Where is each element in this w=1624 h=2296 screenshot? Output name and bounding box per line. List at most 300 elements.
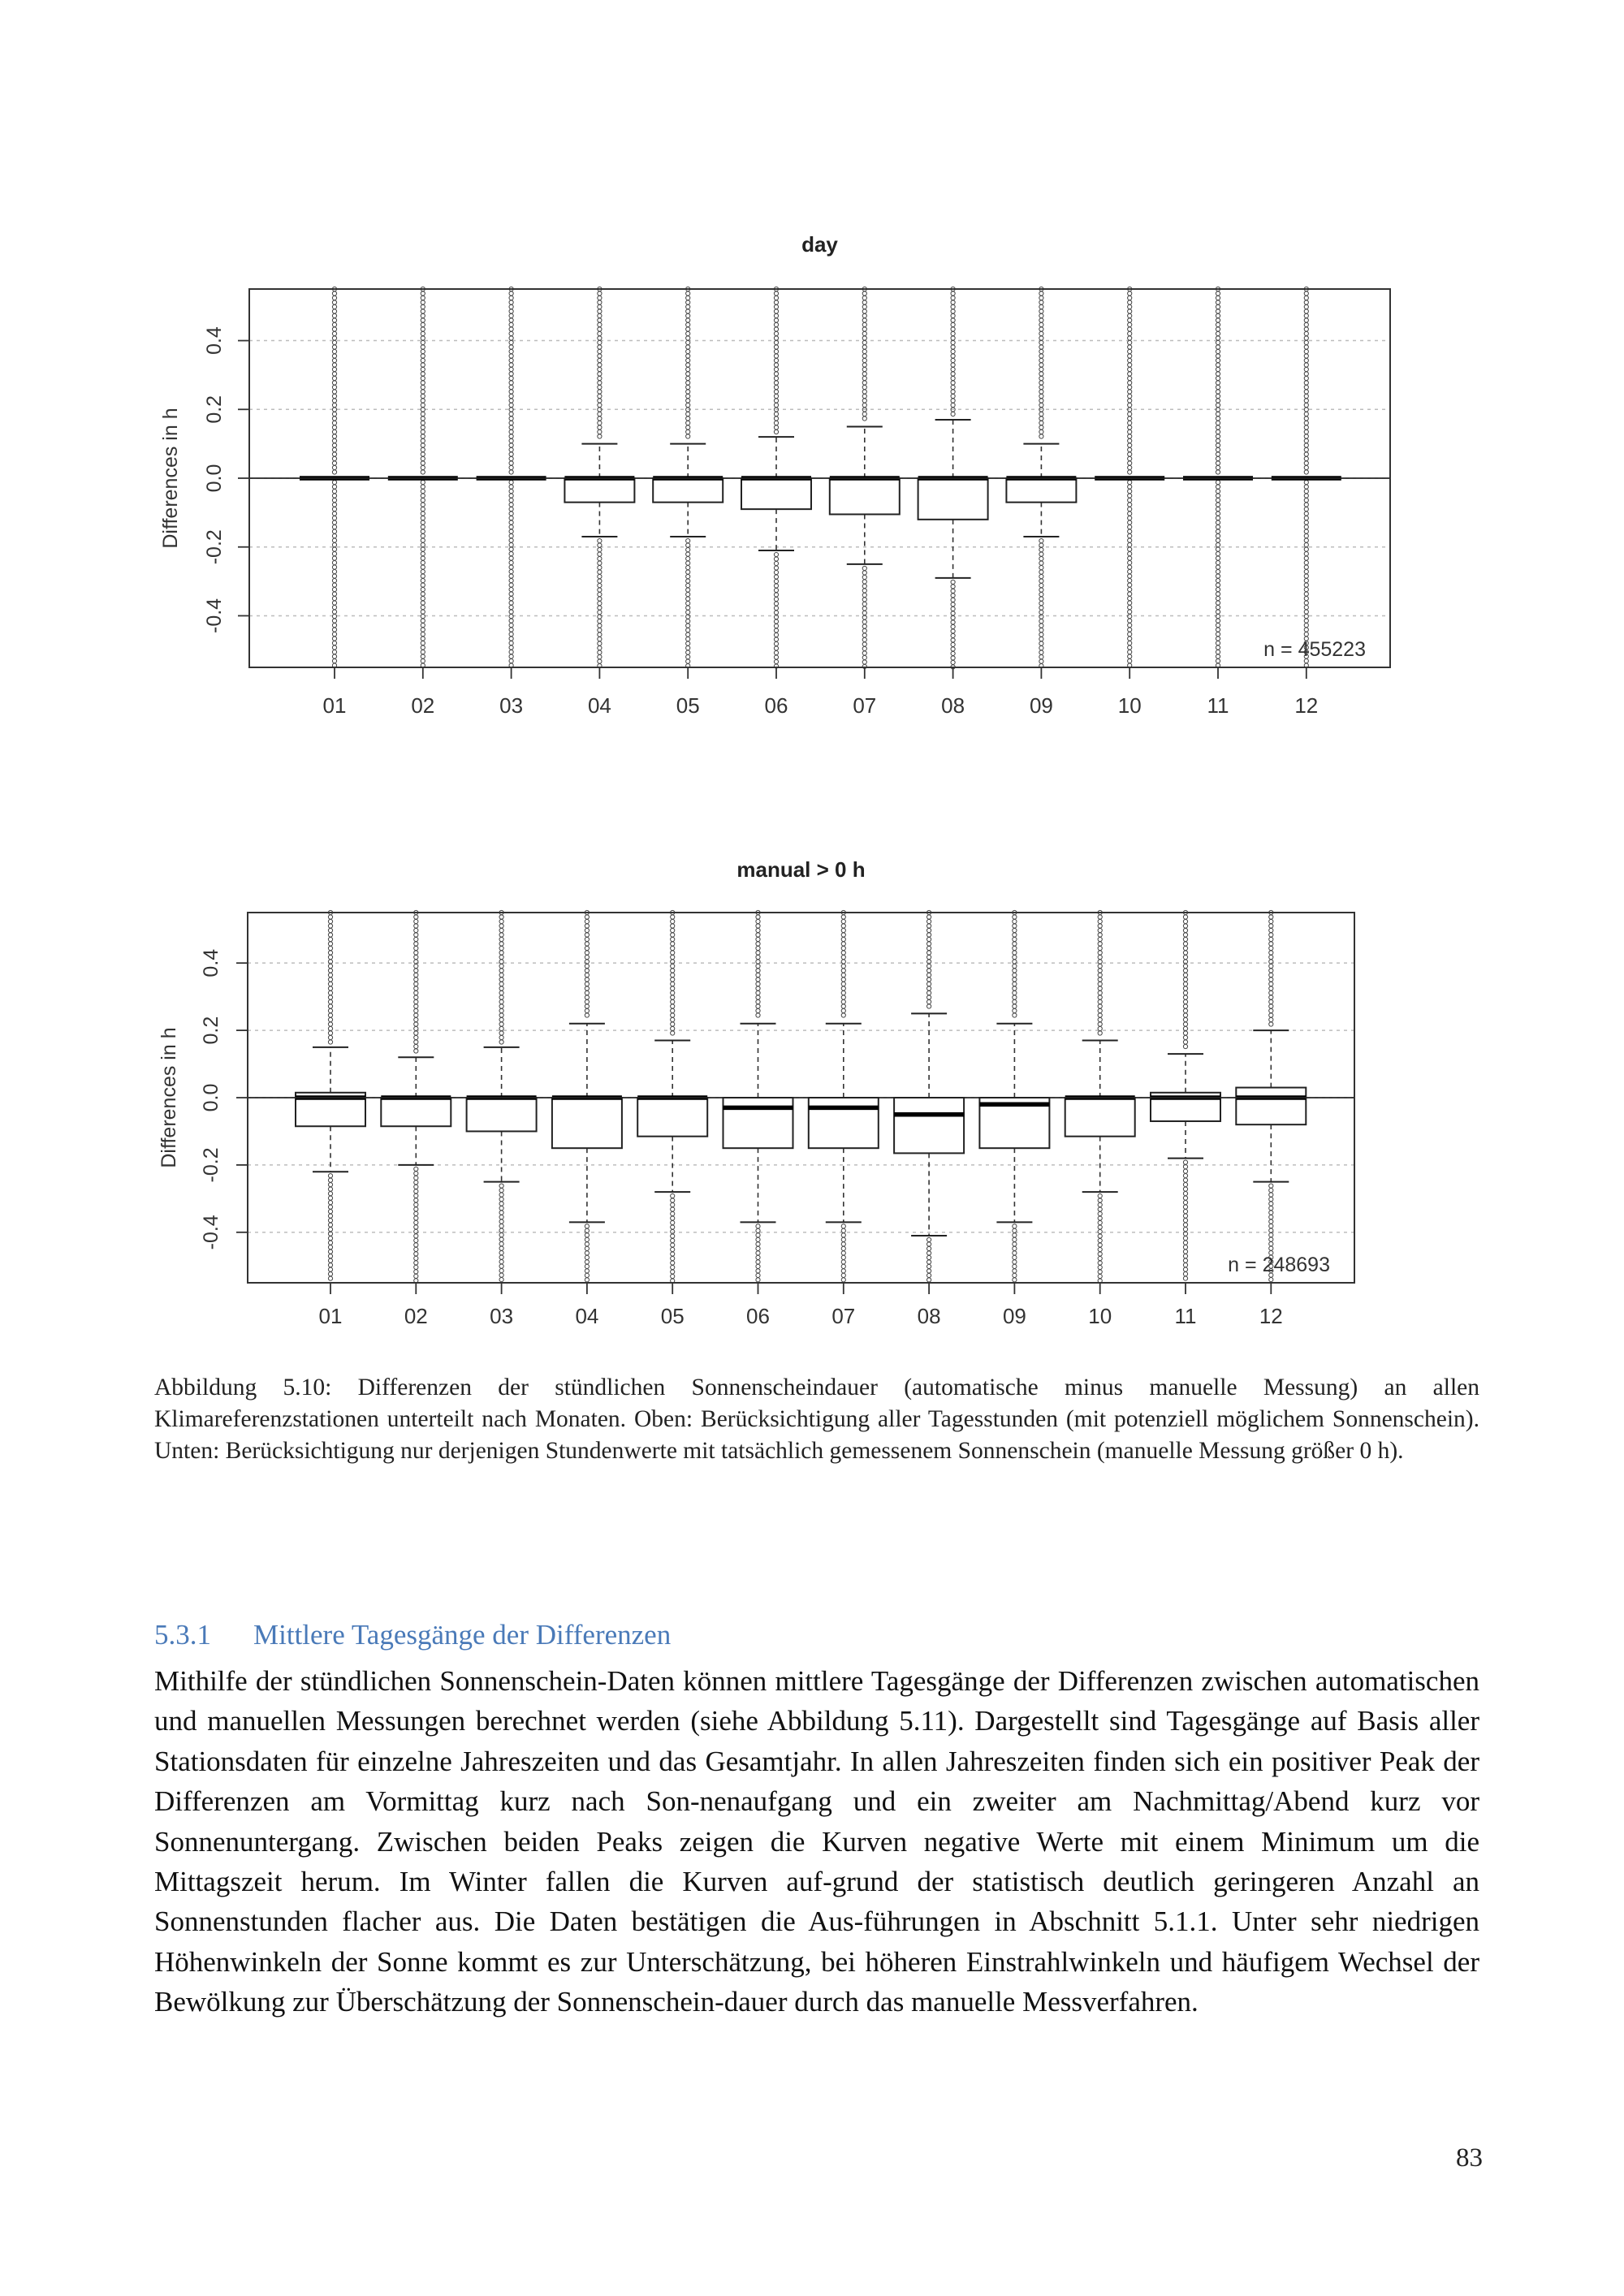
outlier-point [671,1247,675,1251]
outlier-point [841,937,845,941]
outlier-point [1304,592,1308,596]
outlier-point [414,946,418,950]
outlier-point [774,318,778,322]
outlier-point [1098,1243,1102,1247]
outlier-point [862,589,866,593]
outlier-point [774,425,778,429]
outlier-point [1183,1223,1187,1227]
outlier-point [414,955,418,959]
outlier-point [421,511,425,516]
outlier-point [332,578,336,582]
outlier-point [1098,1193,1102,1198]
outlier-point [1216,498,1220,502]
outlier-point [1183,986,1187,990]
outlier-point [332,596,336,600]
outlier-point [686,313,690,317]
outlier-point [499,973,503,977]
outlier-point [1039,291,1043,296]
outlier-point [774,416,778,421]
outlier-point [421,645,425,650]
outlier-point [1216,443,1220,447]
outlier-point [1216,304,1220,309]
outlier-point [421,520,425,524]
outlier-point [585,990,589,995]
outlier-point [686,566,690,570]
outlier-point [756,1224,760,1228]
outlier-point [686,624,690,628]
outlier-point [862,385,866,389]
outlier-point [671,1270,675,1274]
outlier-point [1304,403,1308,407]
outlier-point [1183,1182,1187,1186]
outlier-point [951,399,955,403]
outlier-point [1128,533,1132,537]
outlier-point [1183,1169,1187,1173]
outlier-point [1098,964,1102,968]
outlier-point [509,363,513,367]
outlier-point [421,354,425,358]
outlier-point [1216,358,1220,362]
outlier-point [686,579,690,583]
outlier-point [862,619,866,624]
outlier-point [421,313,425,317]
outlier-point [1304,498,1308,502]
outlier-point [862,575,866,579]
outlier-point [841,969,845,973]
outlier-point [686,399,690,403]
outlier-point [414,969,418,973]
outlier-point [509,331,513,335]
outlier-point [927,978,931,982]
outlier-point [1304,485,1308,489]
outlier-point [1269,1242,1273,1246]
outlier-point [421,425,425,429]
outlier-point [1039,561,1043,565]
outlier-point [1128,331,1132,335]
outlier-point [1128,372,1132,376]
x-tick-label: 06 [764,693,788,718]
outlier-point [332,485,336,489]
outlier-point [686,561,690,565]
outlier-point [1183,964,1187,968]
box [918,478,988,520]
outlier-point [686,304,690,309]
outlier-point [1269,1202,1273,1206]
outlier-point [421,465,425,469]
outlier-point [421,569,425,573]
outlier-point [585,982,589,986]
outlier-point [585,933,589,937]
outlier-point [1128,304,1132,309]
outlier-point [328,1174,332,1178]
outlier-point [585,969,589,973]
outlier-point [1269,1215,1273,1219]
outlier-point [421,372,425,376]
outlier-point [686,650,690,654]
outlier-point [332,587,336,591]
outlier-point [328,1228,332,1232]
outlier-point [1183,1004,1187,1008]
outlier-point [1216,565,1220,569]
outlier-point [862,336,866,340]
outlier-point [1013,1255,1017,1259]
outlier-point [686,345,690,349]
outlier-point [1183,1040,1187,1044]
outlier-point [414,1022,418,1026]
outlier-point [332,645,336,650]
outlier-point [862,376,866,380]
outlier-point [671,1216,675,1220]
outlier-point [951,358,955,362]
outlier-point [1269,982,1273,986]
outlier-point [1304,560,1308,564]
outlier-point [1098,946,1102,950]
outlier-point [421,560,425,564]
outlier-point [585,1004,589,1008]
outlier-point [585,951,589,955]
outlier-point [841,1269,845,1273]
outlier-point [1183,1022,1187,1026]
outlier-point [421,538,425,542]
outlier-point [1216,637,1220,641]
outlier-point [671,946,675,950]
outlier-point [1216,425,1220,429]
outlier-point [1013,999,1017,1003]
outlier-point [1128,645,1132,650]
outlier-point [1013,924,1017,928]
outlier-point [1128,349,1132,353]
outlier-point [1269,951,1273,955]
outlier-point [1128,547,1132,551]
outlier-point [1183,1173,1187,1177]
outlier-point [499,946,503,950]
outlier-point [1183,973,1187,977]
outlier-point [862,322,866,326]
outlier-point [862,651,866,655]
outlier-point [1304,494,1308,498]
outlier-point [1304,524,1308,529]
outlier-point [927,990,931,995]
outlier-point [774,646,778,650]
outlier-point [1304,412,1308,416]
outlier-point [328,1201,332,1205]
outlier-point [421,623,425,627]
outlier-point [671,1017,675,1021]
outlier-point [1183,951,1187,955]
outlier-point [862,367,866,371]
outlier-point [598,322,602,326]
outlier-point [756,999,760,1003]
outlier-point [598,345,602,349]
outlier-point [1098,1252,1102,1256]
outlier-point [414,1198,418,1202]
outlier-point [585,1264,589,1268]
outlier-point [598,434,602,438]
outlier-point [1216,331,1220,335]
outlier-point [1269,964,1273,968]
outlier-point [927,999,931,1003]
outlier-point [1098,951,1102,955]
outlier-point [1183,924,1187,928]
outlier-point [328,1272,332,1276]
outlier-point [951,660,955,664]
outlier-point [1183,937,1187,941]
outlier-point [686,412,690,416]
outlier-point [756,1260,760,1264]
outlier-point [1183,942,1187,946]
outlier-point [1013,1004,1017,1008]
outlier-point [509,654,513,658]
outlier-point [1304,632,1308,636]
outlier-point [1304,578,1308,582]
outlier-point [774,296,778,300]
outlier-point [1216,533,1220,537]
outlier-point [332,516,336,520]
outlier-point [1128,447,1132,451]
outlier-point [332,461,336,465]
outlier-point [927,937,931,941]
outlier-point [598,584,602,588]
outlier-point [414,973,418,977]
outlier-point [509,376,513,380]
outlier-point [756,933,760,937]
outlier-point [774,358,778,362]
outlier-point [1304,313,1308,317]
outlier-point [951,385,955,389]
outlier-point [421,650,425,654]
outlier-point [951,598,955,602]
outlier-point [509,538,513,542]
outlier-point [1098,1247,1102,1251]
outlier-point [585,928,589,932]
outlier-point [671,1013,675,1017]
outlier-point [774,376,778,380]
outlier-point [421,456,425,460]
outlier-point [1013,1237,1017,1241]
outlier-point [1269,999,1273,1003]
outlier-point [1128,637,1132,641]
outlier-point [421,637,425,641]
outlier-point [421,390,425,394]
outlier-point [598,390,602,394]
outlier-point [414,933,418,937]
outlier-point [862,416,866,421]
outlier-point [1013,1242,1017,1246]
outlier-point [927,969,931,973]
box [894,1098,964,1153]
outlier-point [414,1017,418,1021]
outlier-point [951,602,955,606]
outlier-point [862,291,866,296]
outlier-point [328,1004,332,1008]
outlier-point [421,601,425,605]
outlier-point [509,447,513,451]
outlier-point [1013,1269,1017,1273]
outlier-point [328,1267,332,1271]
outlier-point [841,999,845,1003]
outlier-point [1216,507,1220,511]
outlier-point [1269,955,1273,959]
outlier-point [332,403,336,407]
outlier-point [332,637,336,641]
outlier-point [1128,480,1132,484]
outlier-point [585,1013,589,1017]
outlier-point [862,412,866,416]
outlier-point [421,296,425,300]
outlier-point [686,593,690,597]
outlier-point [841,1246,845,1250]
outlier-point [414,995,418,999]
outlier-point [951,585,955,589]
outlier-point [1304,610,1308,614]
outlier-point [1183,995,1187,999]
outlier-point [1013,928,1017,932]
outlier-point [1098,978,1102,982]
outlier-point [332,390,336,394]
outlier-point [328,1183,332,1187]
outlier-point [509,421,513,425]
outlier-point [509,465,513,469]
outlier-point [509,641,513,645]
outlier-point [1128,318,1132,322]
outlier-point [1039,421,1043,425]
outlier-point [509,489,513,493]
outlier-point [1216,619,1220,623]
outlier-point [585,1251,589,1255]
outlier-point [332,331,336,335]
outlier-point [598,588,602,592]
outlier-point [774,300,778,304]
outlier-point [509,425,513,429]
outlier-point [1304,421,1308,425]
outlier-point [1216,601,1220,605]
outlier-point [509,637,513,641]
x-tick-label: 08 [941,693,965,718]
outlier-point [1128,650,1132,654]
outlier-point [509,354,513,358]
outlier-point [1216,494,1220,498]
outlier-point [1039,322,1043,326]
outlier-point [421,641,425,645]
outlier-point [585,1278,589,1282]
outlier-point [1216,318,1220,322]
outlier-point [1269,1237,1273,1241]
outlier-point [686,588,690,592]
outlier-point [421,399,425,403]
outlier-point [1304,381,1308,385]
outlier-point [509,345,513,349]
outlier-point [598,331,602,335]
outlier-point [1098,1238,1102,1242]
outlier-point [421,658,425,662]
outlier-point [598,336,602,340]
outlier-point [1039,628,1043,632]
outlier-point [1128,399,1132,403]
outlier-point [841,942,845,946]
outlier-point [1013,995,1017,999]
outlier-point [686,376,690,380]
outlier-point [328,986,332,990]
outlier-point [927,946,931,950]
outlier-point [332,296,336,300]
outlier-point [686,597,690,601]
outlier-point [509,605,513,609]
outlier-point [598,318,602,322]
outlier-point [509,556,513,560]
y-tick-label: -0.4 [203,598,226,634]
outlier-point [1216,480,1220,484]
outlier-point [414,986,418,990]
outlier-point [1098,960,1102,964]
outlier-point [774,403,778,407]
outlier-point [774,367,778,371]
outlier-point [1216,596,1220,600]
outlier-point [421,578,425,582]
outlier-point [1098,924,1102,928]
outlier-point [1039,416,1043,421]
outlier-point [1183,928,1187,932]
outlier-point [328,1223,332,1227]
outlier-point [1216,547,1220,551]
outlier-point [841,960,845,964]
outlier-point [332,498,336,502]
outlier-point [1013,1260,1017,1264]
outlier-point [332,399,336,403]
outlier-point [1269,1189,1273,1193]
outlier-point [421,592,425,596]
outlier-point [1183,1017,1187,1021]
outlier-point [1216,587,1220,591]
outlier-point [598,416,602,421]
outlier-point [328,1013,332,1017]
outlier-point [1039,354,1043,358]
outlier-point [862,655,866,659]
outlier-point [774,345,778,349]
outlier-point [951,606,955,611]
outlier-point [598,552,602,556]
outlier-point [598,304,602,309]
outlier-point [1098,1013,1102,1017]
outlier-point [509,503,513,507]
outlier-point [1216,336,1220,340]
outlier-point [332,327,336,331]
outlier-point [756,1278,760,1282]
outlier-point [421,394,425,398]
outlier-point [1304,569,1308,573]
outlier-point [686,602,690,606]
chart-title: manual > 0 h [736,857,866,882]
outlier-point [421,533,425,537]
outlier-point [671,915,675,919]
outlier-point [774,552,778,556]
outlier-point [862,598,866,602]
outlier-point [1013,942,1017,946]
outlier-point [585,919,589,923]
outlier-point [671,995,675,999]
outlier-point [1304,291,1308,296]
outlier-point [1216,300,1220,304]
outlier-point [862,372,866,376]
x-tick-label: 06 [746,1304,770,1328]
outlier-point [671,969,675,973]
outlier-point [509,520,513,524]
outlier-point [1216,429,1220,434]
outlier-point [1183,919,1187,923]
outlier-point [421,485,425,489]
outlier-point [332,340,336,344]
outlier-point [332,456,336,460]
outlier-point [1304,516,1308,520]
